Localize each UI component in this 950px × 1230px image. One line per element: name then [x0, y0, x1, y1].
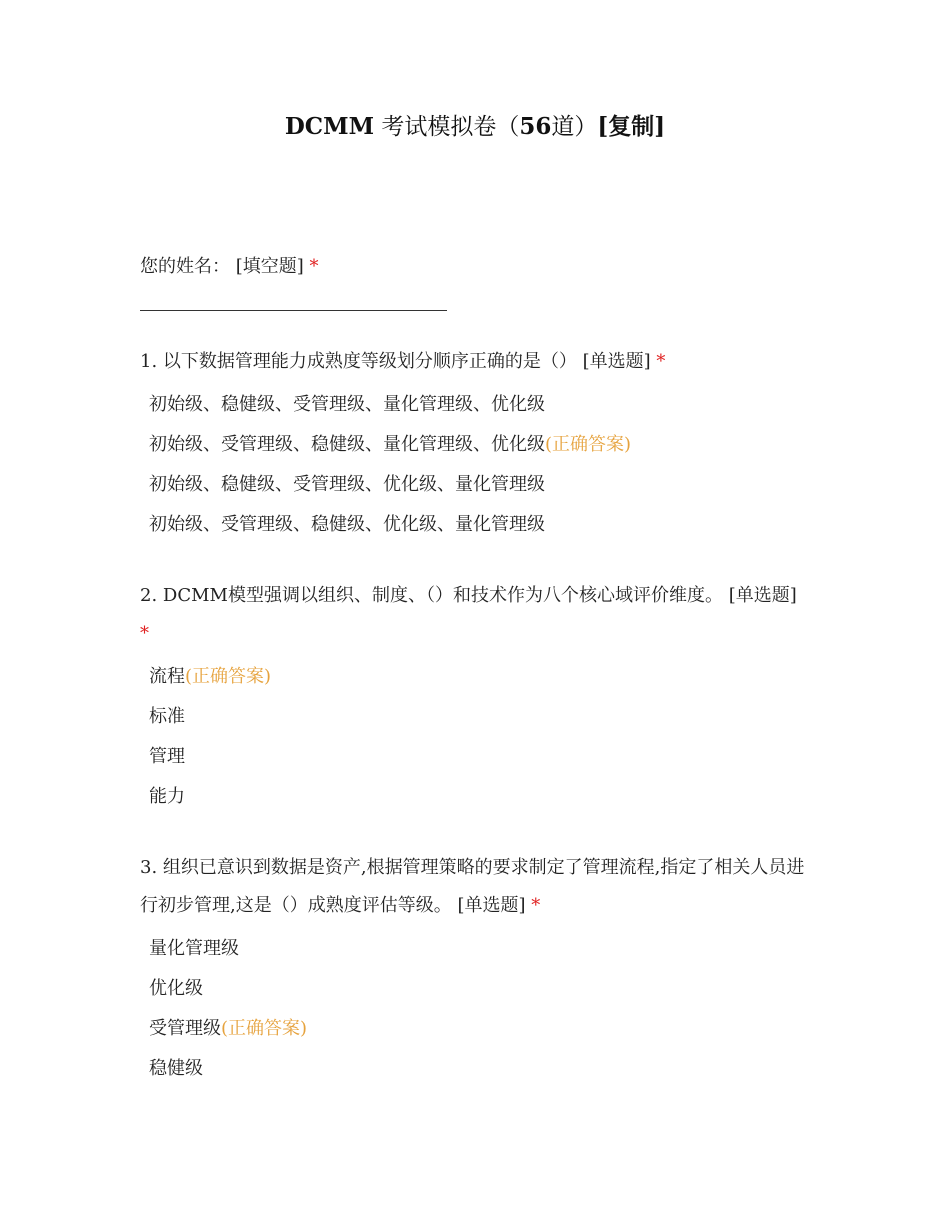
- question-stem: 2. DCMM模型强调以组织、制度、（）和技术作为八个核心域评价维度。: [140, 585, 723, 606]
- option-item[interactable]: [140, 1009, 805, 1049]
- question-1: [140, 343, 805, 545]
- option-item[interactable]: [140, 385, 805, 425]
- name-field-block: [140, 248, 805, 311]
- question-text: [140, 577, 805, 653]
- correct-answer-tag: (正确答案): [221, 1018, 308, 1039]
- option-item[interactable]: [140, 737, 805, 777]
- option-label: 优化级: [149, 978, 203, 999]
- option-item[interactable]: [140, 697, 805, 737]
- question-type: [单选题]: [728, 585, 797, 606]
- option-list: [140, 385, 805, 545]
- option-label: 初始级、受管理级、稳健级、优化级、量化管理级: [149, 514, 545, 535]
- question-3: [140, 849, 805, 1089]
- option-label: 能力: [149, 786, 185, 807]
- question-stem: 3. 组织已意识到数据是资产,根据管理策略的要求制定了管理流程,指定了相关人员进行初步管理,这是（）成熟度评估等级。: [140, 857, 805, 916]
- title-count: 56: [519, 113, 552, 140]
- required-mark: *: [140, 623, 149, 644]
- question-type: [单选题]: [582, 351, 651, 372]
- question-type: [填空题]: [235, 256, 304, 277]
- name-field-question: [140, 248, 805, 286]
- option-item[interactable]: [140, 657, 805, 697]
- option-item[interactable]: [140, 465, 805, 505]
- option-label: 流程: [149, 666, 185, 687]
- option-label: 初始级、受管理级、稳健级、量化管理级、优化级: [149, 434, 545, 455]
- survey-content: [140, 248, 805, 1121]
- question-text: [140, 343, 805, 381]
- option-label: 量化管理级: [149, 938, 239, 959]
- option-label: 受管理级: [149, 1018, 221, 1039]
- correct-answer-tag: (正确答案): [545, 434, 632, 455]
- title-suffix: [复制]: [597, 113, 666, 140]
- title-mid2: 道）: [551, 114, 598, 140]
- option-item[interactable]: [140, 777, 805, 817]
- title-mid1: 考试模拟卷（: [381, 114, 520, 140]
- option-label: 标准: [149, 706, 185, 727]
- name-field-label: 您的姓名：: [140, 256, 230, 277]
- option-list: [140, 657, 805, 817]
- option-label: 初始级、稳健级、受管理级、量化管理级、优化级: [149, 394, 545, 415]
- question-type: [单选题]: [457, 895, 526, 916]
- correct-answer-tag: (正确答案): [185, 666, 272, 687]
- question-text: [140, 849, 805, 925]
- option-item[interactable]: [140, 969, 805, 1009]
- required-mark: *: [531, 895, 541, 916]
- question-2: [140, 577, 805, 817]
- option-item[interactable]: [140, 425, 805, 465]
- page-title: [0, 110, 950, 144]
- option-label: 稳健级: [149, 1058, 203, 1079]
- option-label: 初始级、稳健级、受管理级、优化级、量化管理级: [149, 474, 545, 495]
- option-list: [140, 929, 805, 1089]
- option-item[interactable]: [140, 1049, 805, 1089]
- name-answer-line[interactable]: [140, 310, 447, 311]
- option-item[interactable]: [140, 929, 805, 969]
- option-item[interactable]: [140, 505, 805, 545]
- question-stem: 1. 以下数据管理能力成熟度等级划分顺序正确的是（）: [140, 351, 577, 372]
- title-prefix: DCMM: [284, 113, 375, 140]
- required-mark: *: [656, 351, 666, 372]
- option-label: 管理: [149, 746, 185, 767]
- required-mark: *: [309, 256, 319, 277]
